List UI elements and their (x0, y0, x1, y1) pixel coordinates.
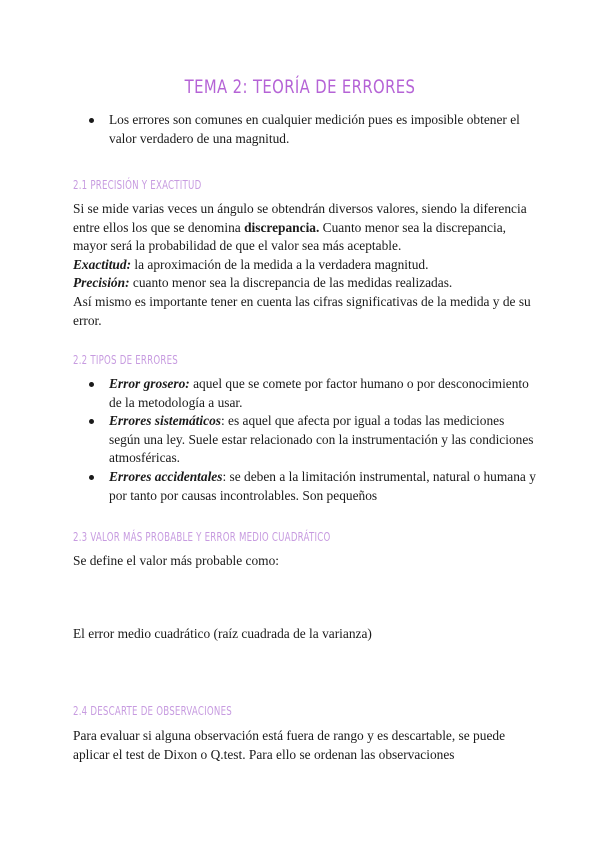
intro-list (87, 111, 537, 148)
list-item: Los errores son comunes en cualquier medición pues es imposible obtener el valor verdadero de una magnitud. (87, 111, 537, 148)
paragraph: El error medio cuadrático (raíz cuadrada de la varianza) (73, 626, 372, 641)
term-exactitud: Exactitud: (73, 256, 132, 272)
paragraph: Si se mide varias veces un ángulo se obtendrán diversos valores, siendo la diferencia entre ellos los que se denomina discrepancia. Cuanto menor sea la discrepancia, mayor será la probabilidad de que el valor sea más aceptable. (73, 201, 527, 254)
paragraph: Exactitud: la aproximación de la medida a la verdadera magnitud. (73, 256, 429, 272)
paragraph: Precisión: cuanto menor sea la discrepancia de las medidas realizadas. (73, 275, 453, 291)
section-heading-2-1: 2.1 PRECISIÓN Y EXACTITUD (73, 178, 202, 192)
term-precision: Precisión: (73, 275, 130, 291)
list-item: Error grosero: aquel que se comete por factor humano o por desconocimiento de la metodología a usar. (87, 375, 537, 412)
section-heading-2-4: 2.4 DESCARTE DE OBSERVACIONES (73, 704, 232, 718)
section-2-1-body (73, 200, 533, 330)
paragraph: Se define el valor más probable como: (73, 553, 279, 568)
section-heading-2-3: 2.3 VALOR MÁS PROBABLE Y ERROR MEDIO CUADRÁTICO (73, 530, 331, 544)
paragraph: Para evaluar si alguna observación está fuera de rango y es descartable, se puede aplicar el test de Dixon o Q.test. Para ello se ordenan las observaciones (73, 728, 506, 762)
section-heading-2-2: 2.2 TIPOS DE ERRORES (73, 353, 178, 367)
bold-term: discrepancia. (244, 219, 320, 235)
page-title: TEMA 2: TEORÍA DE ERRORES (184, 76, 416, 98)
error-types-list (87, 375, 537, 505)
list-item: Errores accidentales: se deben a la limitación instrumental, natural o humana y por tanto por causas incontrolables. Son pequeños (87, 468, 537, 505)
list-item: Errores sistemáticos: es aquel que afecta por igual a todas las mediciones según una ley. Suele estar relacionado con la instrumentación y las condiciones atmosféricas. (87, 412, 537, 468)
paragraph: Así mismo es importante tener en cuenta las cifras significativas de la medida y de su error. (73, 293, 531, 328)
